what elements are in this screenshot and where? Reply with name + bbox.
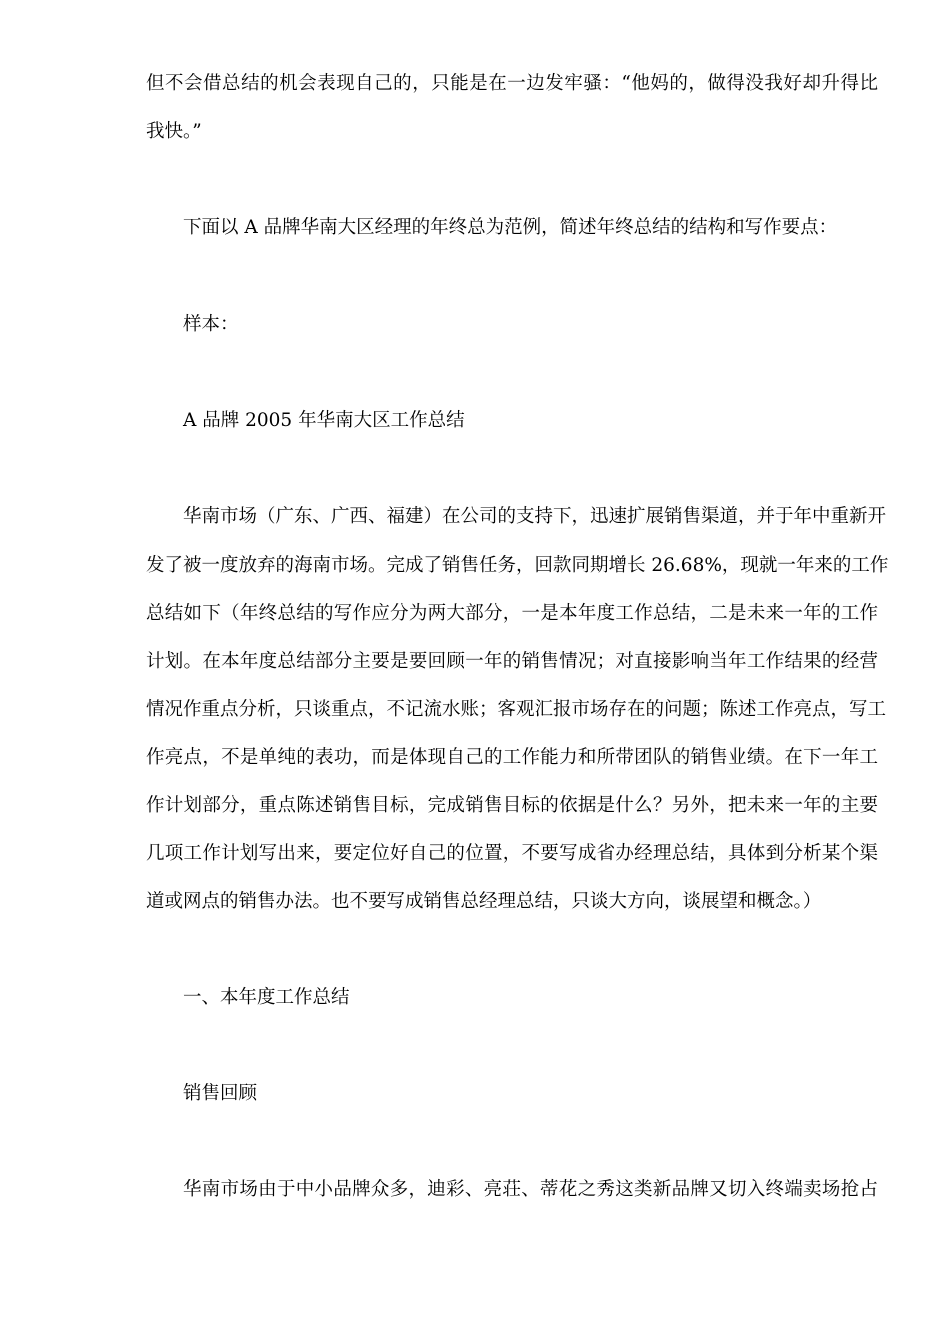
body-text-line: 发了被一度放弃的海南市场。完成了销售任务，回款同期增长 26.68%，现就一年来的工作 [146,555,889,576]
body-text-line: 但不会借总结的机会表现自己的，只能是在一边发牢骚：“他妈的，做得没我好却升得比 [146,73,878,94]
body-text-line: 作计划部分，重点陈述销售目标，完成销售目标的依据是什么？另外，把未来一年的主要 [146,795,878,816]
body-text-line: 道或网点的销售办法。也不要写成销售总经理总结，只谈大方向，谈展望和概念。） [146,891,822,912]
body-text-line: 下面以 A 品牌华南大区经理的年终总为范例，简述年终总结的结构和写作要点： [183,217,838,238]
body-text-line: 作亮点，不是单纯的表功，而是体现自己的工作能力和所带团队的销售业绩。在下一年工 [146,747,878,768]
section-heading: 一、本年度工作总结 [183,987,350,1008]
subsection-heading: 销售回顾 [183,1083,258,1104]
body-text-line: 总结如下（年终总结的写作应分为两大部分，一是本年度工作总结，二是未来一年的工作 [146,603,878,624]
document-title: A 品牌 2005 年华南大区工作总结 [183,410,465,431]
body-text-line: 我快。” [146,121,202,142]
body-text-line: 计划。在本年度总结部分主要是要回顾一年的销售情况；对直接影响当年工作结果的经营 [146,651,878,672]
body-text-line: 几项工作计划写出来，要定位好自己的位置，不要写成省办经理总结，具体到分析某个渠 [146,843,878,864]
body-text-line: 情况作重点分析，只谈重点，不记流水账；客观汇报市场存在的问题；陈述工作亮点，写工 [146,699,887,720]
section-label: 样本： [183,314,239,335]
body-text-line: 华南市场（广东、广西、福建）在公司的支持下，迅速扩展销售渠道，并于年中重新开 [183,506,887,527]
body-text-line: 华南市场由于中小品牌众多，迪彩、亮荘、蒂花之秀这类新品牌又切入终端卖场抢占 [183,1179,878,1200]
